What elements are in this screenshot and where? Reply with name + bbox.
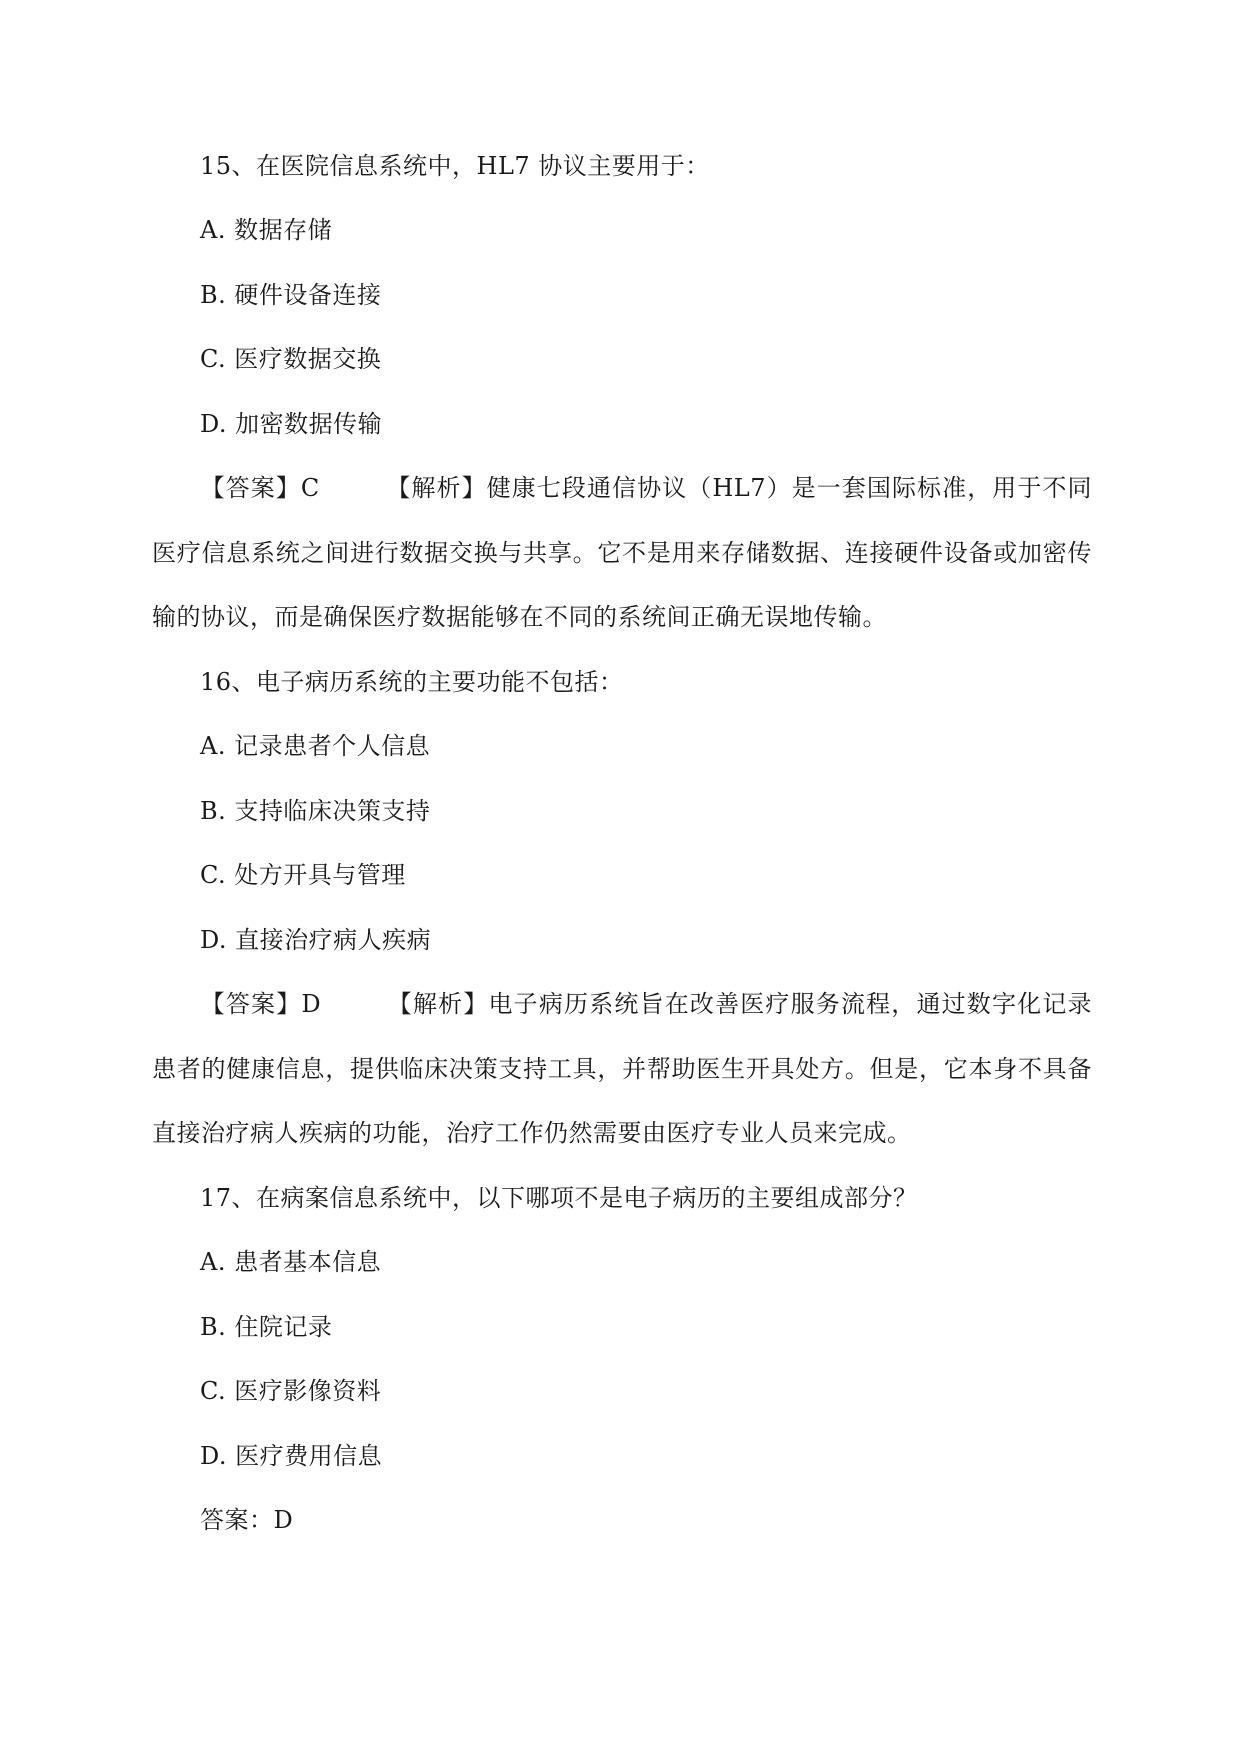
analysis-text: 电子病历系统旨在改善医疗服务流程，通过数字化记录患者的健康信息，提供临床决策支持工具，并帮助医生开具处方。但是，它本身不具备直接治疗病人疾病的功能，治疗工作仍然需要由医疗专业人员来完成。 [152,990,1093,1147]
question-15-stem: 15、在医院信息系统中，HL7 协议主要用于： [200,152,710,180]
answer-label: 【答案】C [200,474,320,502]
question-16-stem: 16、电子病历系统的主要功能不包括： [200,668,624,696]
question-16-option-d: D. 直接治疗病人疾病 [200,926,432,954]
question-15-option-c: C. 医疗数据交换 [200,345,382,373]
question-15-option-a: A. 数据存储 [200,216,333,244]
question-16-option-b: B. 支持临床决策支持 [200,797,431,825]
question-15-option-d: D. 加密数据传输 [200,410,383,438]
question-17-answer: 答案：D [200,1506,294,1534]
answer-label: 【答案】D [200,990,322,1018]
analysis-text: 健康七段通信协议（HL7）是一套国际标准，用于不同医疗信息系统之间进行数据交换与共享。它不是用来存储数据、连接硬件设备或加密传输的协议，而是确保医疗数据能够在不同的系统间正确无误地传输。 [152,474,1092,631]
question-16-explanation [152,972,1092,1166]
question-17-stem: 17、在病案信息系统中，以下哪项不是电子病历的主要组成部分？ [200,1184,918,1212]
question-17-option-d: D. 医疗费用信息 [200,1442,383,1470]
question-16-option-a: A. 记录患者个人信息 [200,732,431,760]
question-15-explanation [152,456,1092,650]
analysis-label: 【解析】 [387,990,489,1018]
question-17-option-b: B. 住院记录 [200,1313,333,1341]
analysis-label: 【解析】 [385,474,487,502]
question-16-option-c: C. 处方开具与管理 [200,861,406,889]
question-17-option-c: C. 医疗影像资料 [200,1377,382,1405]
question-17-option-a: A. 患者基本信息 [200,1248,382,1276]
question-15-option-b: B. 硬件设备连接 [200,281,382,309]
